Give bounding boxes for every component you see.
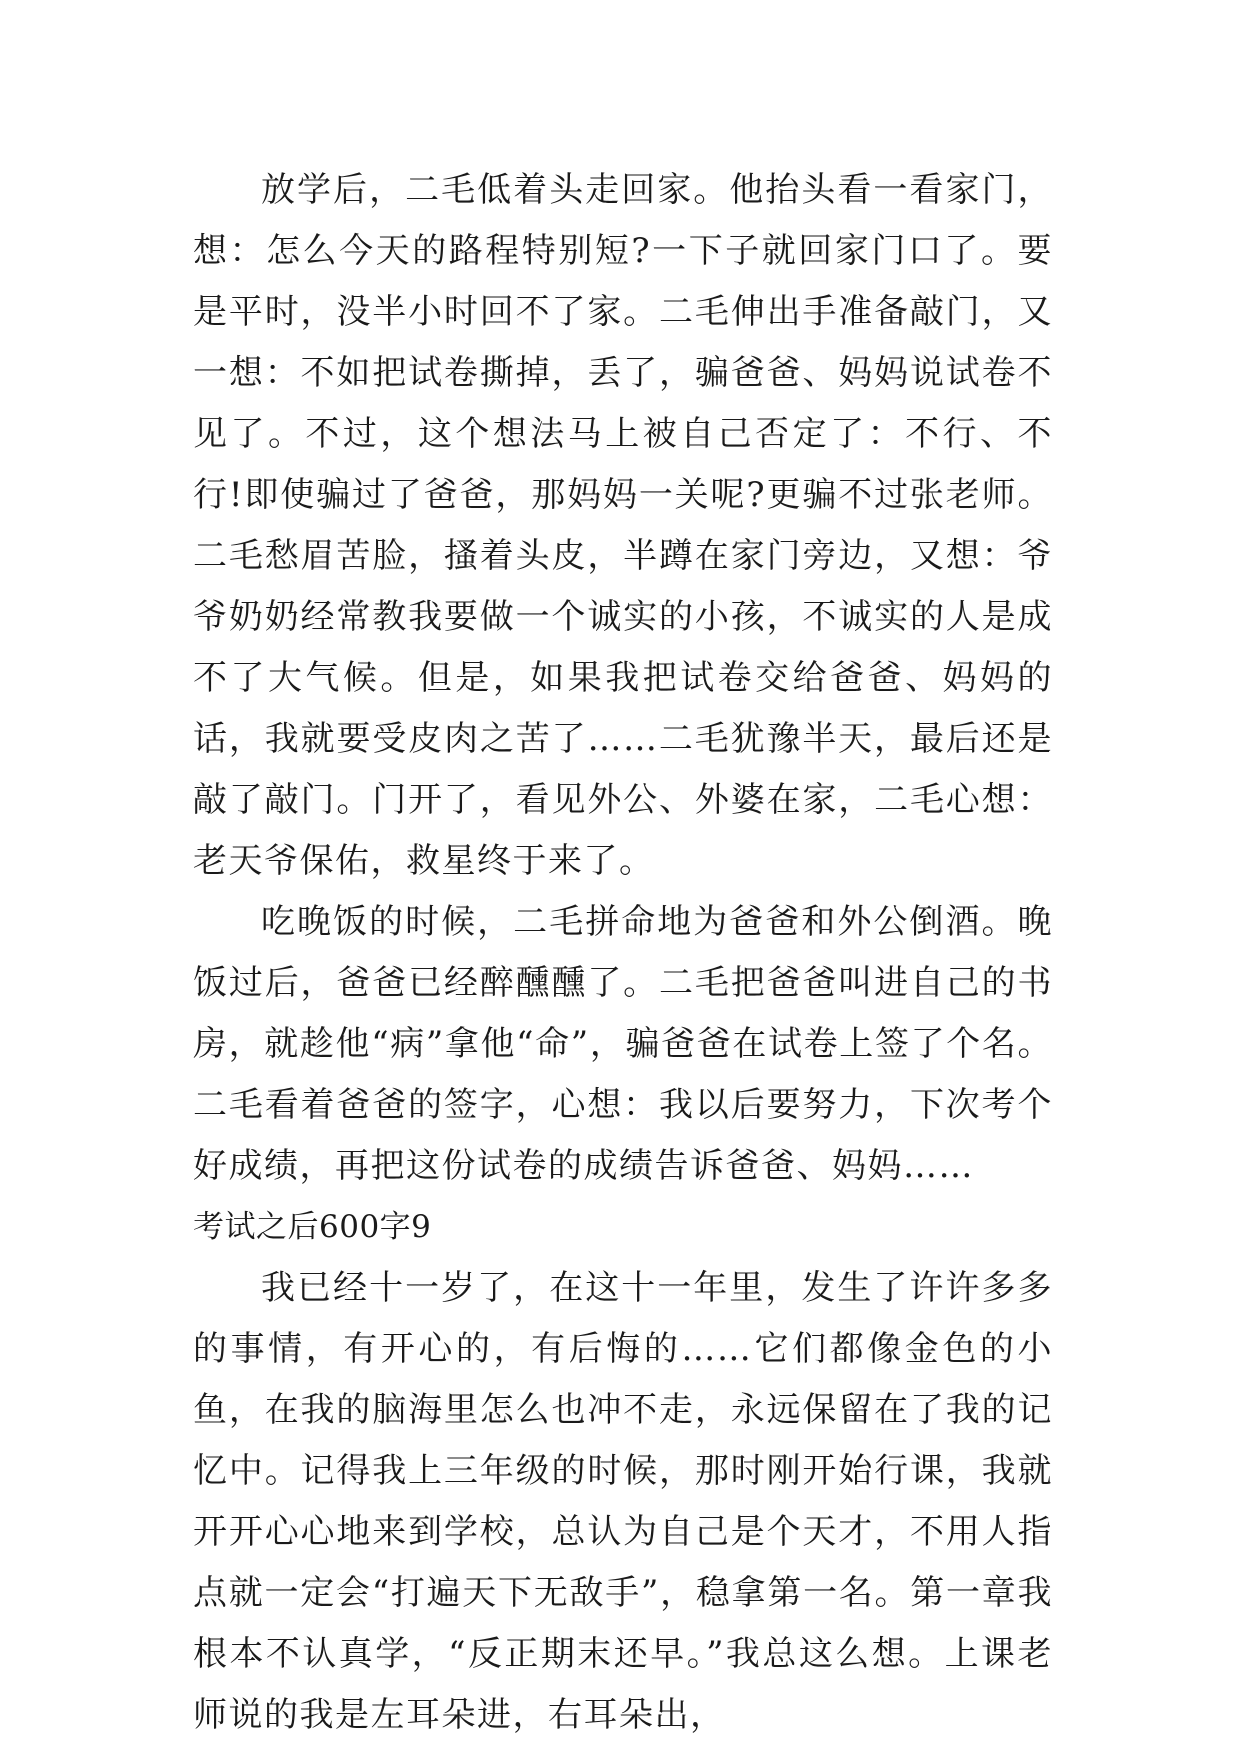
paragraph-dinner: 吃晚饭的时候，二毛拼命地为爸爸和外公倒酒。晚饭过后，爸爸已经醉醺醺了。二毛把爸爸叫进自己的书房，就趁他“病”拿他“命”，骗爸爸在试卷上签了个名。二毛看着爸爸的签字，心想：我以后要努力，下次考个好成绩，再把这份试卷的成绩告诉爸爸、妈妈…… (193, 902, 1053, 1186)
paragraph-memory: 我已经十一岁了，在这十一年里，发生了许许多多的事情，有开心的，有后悔的……它们都像金色的小鱼，在我的脑海里怎么也冲不走，永远保留在了我的记忆中。记得我上三年级的时候，那时刚开始行课，我就开开心心地来到学校，总认为自己是个天才，不用人指点就一定会“打遍天下无敌手”，稳拿第一名。第一章我根本不认真学，“反正期末还早。”我总这么想。上课老师说的我是左耳朵进，右耳朵出， (193, 1268, 1053, 1735)
paragraph-homecoming: 放学后，二毛低着头走回家。他抬头看一看家门，想：怎么今天的路程特别短?一下子就回家门口了。要是平时，没半小时回不了家。二毛伸出手准备敲门，又一想：不如把试卷撕掉，丢了，骗爸爸、妈妈说试卷不见了。不过，这个想法马上被自己否定了：不行、不行!即使骗过了爸爸，那妈妈一关呢?更骗不过张老师。二毛愁眉苦脸，搔着头皮，半蹲在家门旁边，又想：爷爷奶奶经常教我要做一个诚实的小孩，不诚实的人是成不了大气候。但是，如果我把试卷交给爸爸、妈妈的话，我就要受皮肉之苦了……二毛犹豫半天，最后还是敲了敲门。门开了，看见外公、外婆在家，二毛心想：老天爷保佑，救星终于来了。 (193, 170, 1053, 881)
section-heading: 考试之后600字9 (193, 1209, 432, 1245)
document-page (193, 160, 1053, 1746)
